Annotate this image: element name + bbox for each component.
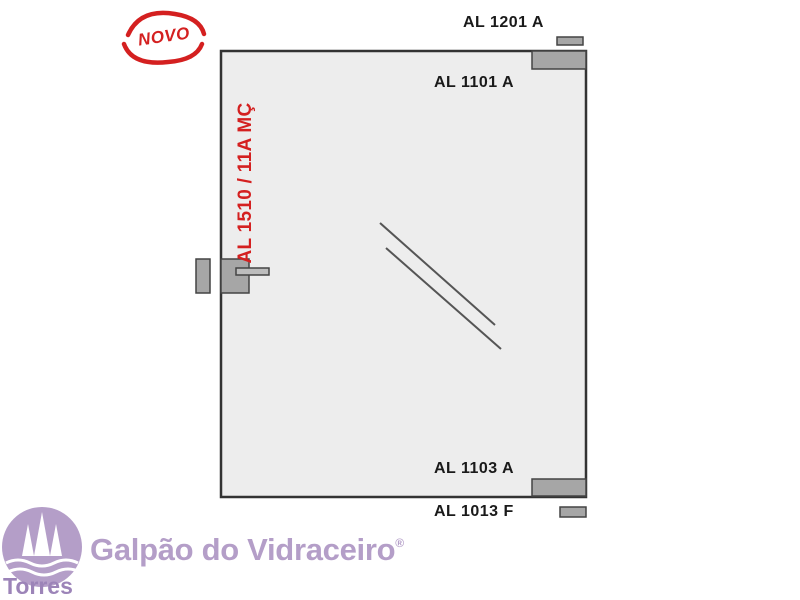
top-pivot-plate	[557, 37, 583, 45]
label-handle-lock: AL 1510 / 11A MÇ	[235, 102, 256, 264]
brand-name: Galpão do Vidraceiro	[90, 532, 396, 567]
bottom-pivot-plate	[560, 507, 586, 517]
bottom-patch-fitting	[532, 479, 586, 496]
label-top-patch-fitting: AL 1101 A	[434, 74, 515, 91]
label-top-pivot-plate: AL 1201 A	[463, 14, 544, 31]
brand-subname: Torres	[3, 573, 73, 599]
glass-door-panel	[221, 51, 586, 497]
top-patch-fitting	[532, 51, 586, 69]
label-bottom-pivot-plate: AL 1013 F	[434, 503, 514, 520]
brand-registered-mark: ®	[395, 536, 404, 550]
novo-badge-text: NOVO	[136, 23, 192, 50]
brand-name-block	[90, 532, 404, 568]
label-bottom-patch-fitting: AL 1103 A	[434, 460, 515, 477]
